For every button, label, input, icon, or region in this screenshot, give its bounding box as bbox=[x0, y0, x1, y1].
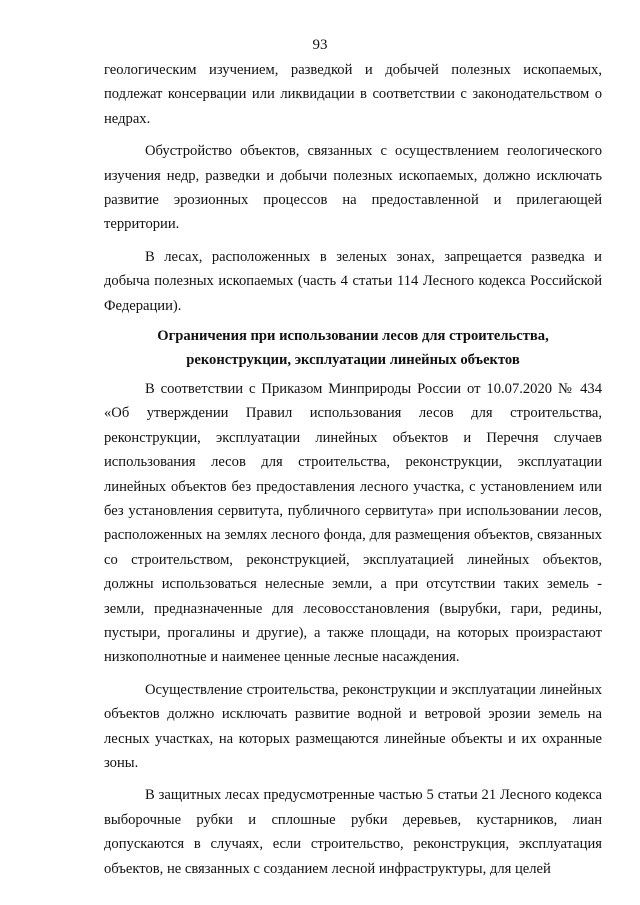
paragraph-3: В лесах, расположенных в зеленых зонах, запрещается разведка и добыча полезных ископаемых (часть 4 статьи 114 Лесного кодекса Российской Федерации). bbox=[104, 248, 602, 314]
paragraph-6: В защитных лесах предусмотренные частью 5 статьи 21 Лесного кодекса выборочные рубки и сплошные рубки деревьев, кустарников, лиан допускаются в случаях, если строительство, реконструкция, эксплуатация объектов, не связанных с созданием лесной инфраструктуры, для целей bbox=[104, 787, 602, 877]
paragraph-2: Обустройство объектов, связанных с осуществлением геологического изучения недр, разведки и добычи полезных ископаемых, должно исключать развитие эрозионных процессов на предоставленной и прилегающей территории. bbox=[104, 143, 602, 233]
paragraph-5: Осуществление строительства, реконструкции и эксплуатации линейных объектов должно исключать развитие водной и ветровой эрозии земель на лесных участках, на которых размещаются линейные объекты и их охранные зоны. bbox=[104, 681, 602, 771]
document-body bbox=[104, 58, 602, 881]
section-heading: Ограничения при использовании лесов для строительства, реконструкции, эксплуатации линейных объектов bbox=[157, 328, 549, 369]
paragraph-4: В соответствии с Приказом Минприроды России от 10.07.2020 № 434 «Об утверждении Правил использования лесов для строительства, реконструкции, эксплуатации линейных объектов и Перечня случаев использования лесов для строительства, реконструкции, эксплуатации линейных объектов без предоставления лесного участка, с установлением или без установления сервитута, публичного сервитута» при использовании лесов, расположенных на землях лесного фонда, для размещения объектов, связанных со строительством, реконструкцией, эксплуатацией линейных объектов, должны использоваться нелесные земли, а при отсутствии таких земель - земли, предназначенные для лесовосстановления (вырубки, гари, редины, пустыри, прогалины и другие), а также площади, на которых произрастают низкополнотные и наименее ценные лесные насаждения. bbox=[104, 380, 602, 666]
page-number: 93 bbox=[312, 37, 328, 53]
paragraph-1: геологическим изучением, разведкой и добычей полезных ископаемых, подлежат консервации или ликвидации в соответствии с законодательством о недрах. bbox=[104, 62, 602, 127]
